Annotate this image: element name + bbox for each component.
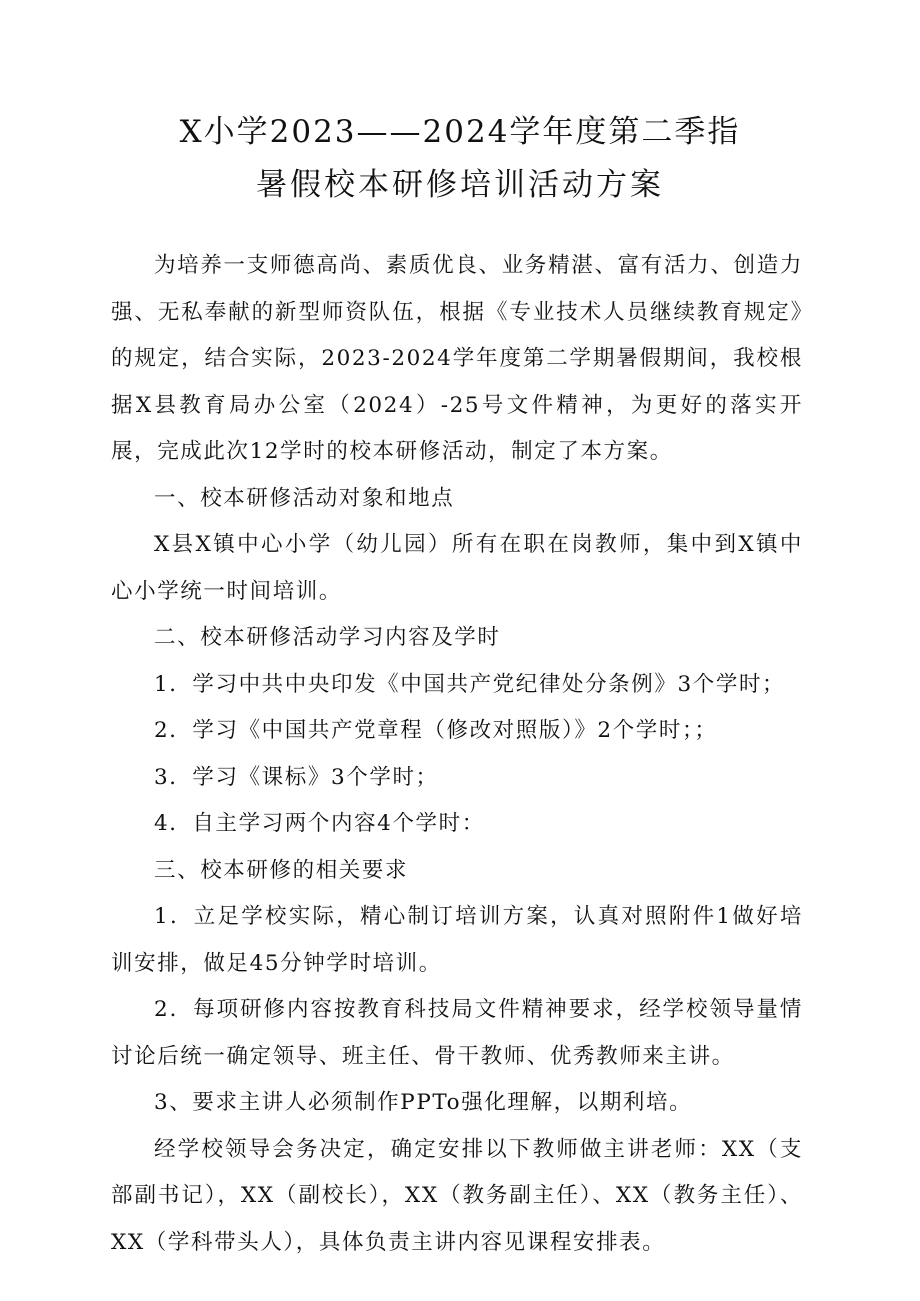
section-heading-2: 二、校本研修活动学习内容及学时	[154, 625, 501, 650]
speaker-paragraph: 经学校领导会务决定，确定安排以下教师做主讲老师：XX（支部副书记），XX（副校长），XX（教务副主任）、XX（教务主任）、XX（学科带头人），具体负责主讲内容见课程安排表。	[111, 1136, 803, 1255]
requirement-item: 2．每项研修内容按教育科技局文件精神要求，经学校领导量情讨论后统一确定领导、班主任、骨干教师、优秀教师来主讲。	[111, 997, 803, 1069]
requirement-item: 1．立足学校实际，精心制订培训方案，认真对照附件1做好培训安排，做足45分钟学时培训。	[111, 904, 803, 976]
list-item: 1．学习中共中央印发《中国共产党纪律处分条例》3个学时；	[154, 671, 786, 697]
requirement-item: 3、要求主讲人必须制作PPTo强化理解，以期利培。	[154, 1090, 693, 1115]
section-heading-1: 一、校本研修活动对象和地点	[154, 485, 455, 511]
section-heading-3: 三、校本研修的相关要求	[154, 857, 409, 883]
intro-paragraph: 为培养一支师德高尚、素质优良、业务精湛、富有活力、创造力强、无私奉献的新型师资队伍，根据《专业技术人员继续教育规定》的规定，结合实际，2023-2024学年度第二学期暑假期间，我校根据X县教育局办公室（2024）-25号文件精神，为更好的落实开展，完成此次12学时的校本研修活动，制定了本方案。	[111, 253, 803, 464]
section-1-paragraph: X县X镇中心小学（幼儿园）所有在职在岗教师，集中到X镇中心小学统一时间培训。	[111, 532, 803, 604]
document-title-line-2: 暑假校本研修培训活动方案	[256, 167, 664, 203]
list-item: 3．学习《课标》3个学时；	[154, 764, 439, 790]
list-item: 4．自主学习两个内容4个学时：	[154, 811, 485, 836]
list-item: 2．学习《中国共产党章程（修改对照版）》2个学时；；	[154, 718, 718, 743]
document-title-line-1: X小学2023——2024学年度第二季指	[179, 114, 741, 150]
document-body	[111, 243, 803, 1266]
